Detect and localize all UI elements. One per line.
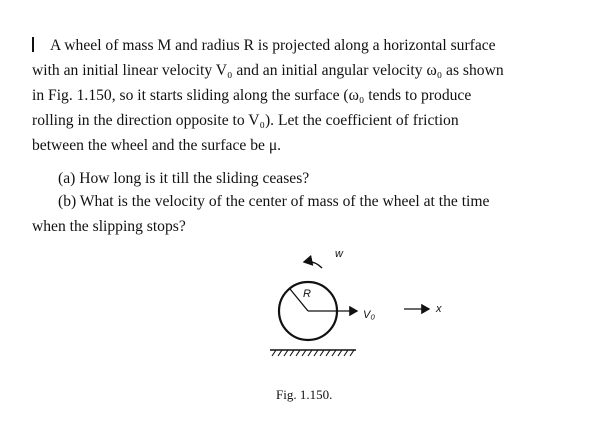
problem-marker bbox=[32, 37, 34, 52]
velocity-label: V₀ bbox=[363, 309, 375, 321]
wheel-figure bbox=[258, 240, 458, 370]
problem-text-1: A wheel of mass M and radius R is projected along a horizontal surface bbox=[50, 37, 496, 54]
figure-caption: Fig. 1.150. bbox=[276, 387, 333, 402]
problem-line-3: in Fig. 1.150, so it starts sliding along the surface (ω₀ tends to produce bbox=[32, 87, 472, 104]
omega-arrow bbox=[304, 262, 322, 268]
problem-line-5: between the wheel and the surface be μ. bbox=[32, 137, 282, 154]
problem-line-2: with an initial linear velocity V₀ and an initial angular velocity ω₀ as shown bbox=[32, 62, 504, 79]
ground-hatching bbox=[272, 350, 354, 356]
problem-line-1 bbox=[32, 36, 496, 56]
radius-label: R bbox=[303, 288, 311, 300]
question-part-a: (a) How long is it till the sliding ceases? bbox=[58, 170, 310, 187]
wheel-diagram bbox=[258, 240, 458, 370]
x-axis-label: x bbox=[436, 303, 442, 315]
question-part-b: (b) What is the velocity of the center of mass of the wheel at the time bbox=[58, 193, 490, 210]
problem-line-4: rolling in the direction opposite to V₀). Let the coefficient of friction bbox=[32, 112, 459, 129]
omega-label: w bbox=[335, 248, 343, 260]
question-part-b-continued: when the slipping stops? bbox=[32, 218, 186, 235]
